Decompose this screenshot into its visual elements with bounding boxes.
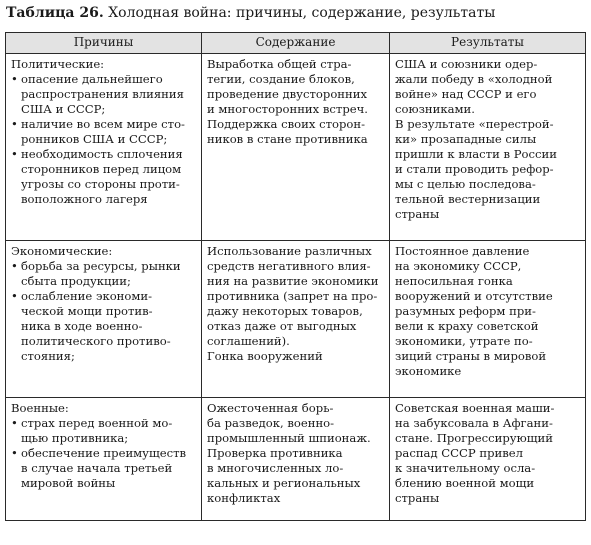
table-number: Таблица 26.: [6, 5, 104, 21]
bullet-item: [11, 416, 197, 431]
bullet-item: [11, 289, 197, 304]
content-line: дажу некоторых товаров,: [207, 304, 363, 318]
results-line: страны: [395, 207, 440, 221]
table-row-military: [6, 398, 586, 521]
bullet-text-continued: сторонников перед лицом: [21, 162, 182, 176]
content-line: ба разведок, военно-: [207, 416, 335, 430]
bullet-text: обеспечение преимуществ: [21, 446, 187, 460]
results-line: вели к краху советской: [395, 319, 539, 333]
content-line: соглашений).: [207, 334, 290, 348]
results-line: мы с целью последова-: [395, 177, 536, 191]
table-row-economic: [6, 241, 586, 398]
bullet-icon: •: [11, 117, 18, 131]
cell-results: [390, 398, 586, 521]
results-line: распад СССР привел: [395, 446, 524, 460]
content-line: Выработка общей стра-: [207, 57, 352, 71]
bullet-item: [11, 117, 197, 132]
results-line: вооружений и отсутствие: [395, 289, 553, 303]
content-line: Использование различных: [207, 244, 372, 258]
content-line: тегии, создание блоков,: [207, 72, 355, 86]
content-line: конфликтах: [207, 491, 281, 505]
results-line: зиций страны в мировой: [395, 349, 547, 363]
results-line: тельной вестернизации: [395, 192, 541, 206]
table-title: Холодная война: причины, содержание, результаты: [108, 5, 496, 21]
header-row: [6, 33, 586, 54]
content-line: противника (запрет на про-: [207, 289, 378, 303]
results-line: непосильная гонка: [395, 274, 513, 288]
bullet-text: страх перед военной мо-: [21, 416, 173, 430]
results-line: на экономику СССР,: [395, 259, 522, 273]
cell-results: [390, 54, 586, 241]
results-line: В результате «перестрой-: [395, 117, 554, 131]
results-line: к значительному осла-: [395, 461, 536, 475]
bullet-item: [11, 446, 197, 461]
bullet-text: борьба за ресурсы, рынки: [21, 259, 181, 273]
bullet-text-continued: ронников США и СССР;: [21, 132, 168, 146]
bullet-icon: •: [11, 259, 18, 273]
bullet-text-continued: воположного лагеря: [21, 192, 148, 206]
content-line: ния на развитие экономики: [207, 274, 379, 288]
cell-content: [202, 54, 390, 241]
bullet-text-continued: ника в ходе военно-: [21, 319, 143, 333]
results-line: союзниками.: [395, 102, 475, 116]
bullet-icon: •: [11, 446, 18, 460]
results-line: блению военной мощи: [395, 476, 535, 490]
cold-war-table: [5, 32, 586, 521]
bullet-text-continued: США и СССР;: [21, 102, 106, 116]
bullet-icon: •: [11, 289, 18, 303]
cell-causes: [6, 54, 202, 241]
header-causes: Причины: [6, 33, 202, 54]
bullet-text-continued: мировой войны: [21, 476, 116, 490]
bullet-item: [11, 259, 197, 274]
bullet-text-continued: сбыта продукции;: [21, 274, 131, 288]
bullet-item: [11, 72, 197, 87]
content-line: промышленный шпионаж.: [207, 431, 371, 445]
results-line: разумных реформ при-: [395, 304, 536, 318]
table-row-political: [6, 54, 586, 241]
content-line: ников в стане противника: [207, 132, 368, 146]
bullet-text: необходимость сплочения: [21, 147, 183, 161]
bullet-text-continued: политического противо-: [21, 334, 171, 348]
bullet-text-continued: угрозы со стороны проти-: [21, 177, 180, 191]
content-line: и многосторонних встреч.: [207, 102, 368, 116]
bullet-item: [11, 147, 197, 162]
causes-heading: Политические:: [11, 57, 105, 71]
bullet-icon: •: [11, 416, 18, 430]
bullet-text-continued: ческой мощи против-: [21, 304, 153, 318]
results-line: и стали проводить рефор-: [395, 162, 554, 176]
bullet-icon: •: [11, 72, 18, 86]
content-line: проведение двусторонних: [207, 87, 368, 101]
content-line: Ожесточенная борь-: [207, 401, 334, 415]
content-line: средств негативного влия-: [207, 259, 371, 273]
results-line: стане. Прогрессирующий: [395, 431, 553, 445]
cell-content: [202, 241, 390, 398]
results-line: войне» над СССР и его: [395, 87, 537, 101]
bullet-text: наличие во всем мире сто-: [21, 117, 185, 131]
content-line: отказ даже от выгодных: [207, 319, 357, 333]
bullet-icon: •: [11, 147, 18, 161]
bullet-text-continued: в случае начала третьей: [21, 461, 173, 475]
bullet-text: ослабление экономи-: [21, 289, 153, 303]
results-line: экономике: [395, 364, 462, 378]
cell-causes: [6, 398, 202, 521]
results-line: пришли к власти в России: [395, 147, 557, 161]
content-line: Гонка вооружений: [207, 349, 323, 363]
content-line: кальных и региональных: [207, 476, 361, 490]
bullet-text: опасение дальнейшего: [21, 72, 163, 86]
results-line: экономики, утрате по-: [395, 334, 533, 348]
cell-content: [202, 398, 390, 521]
causes-heading: Экономические:: [11, 244, 113, 258]
cell-causes: [6, 241, 202, 398]
content-line: Проверка противника: [207, 446, 343, 460]
results-line: США и союзники одер-: [395, 57, 538, 71]
bullet-text-continued: распространения влияния: [21, 87, 184, 101]
results-line: жали победу в «холодной: [395, 72, 553, 86]
results-line: Советская военная маши-: [395, 401, 555, 415]
results-line: Постоянное давление: [395, 244, 530, 258]
table-caption: [6, 4, 495, 22]
header-content: Содержание: [202, 33, 390, 54]
results-line: ки» прозападные силы: [395, 132, 537, 146]
results-line: страны: [395, 491, 440, 505]
bullet-text-continued: стояния;: [21, 349, 75, 363]
causes-heading: Военные:: [11, 401, 69, 415]
bullet-text-continued: щью противника;: [21, 431, 129, 445]
cell-results: [390, 241, 586, 398]
content-line: Поддержка своих сторон-: [207, 117, 366, 131]
header-results: Результаты: [390, 33, 586, 54]
content-line: в многочисленных ло-: [207, 461, 344, 475]
results-line: на забуксовала в Афгани-: [395, 416, 553, 430]
